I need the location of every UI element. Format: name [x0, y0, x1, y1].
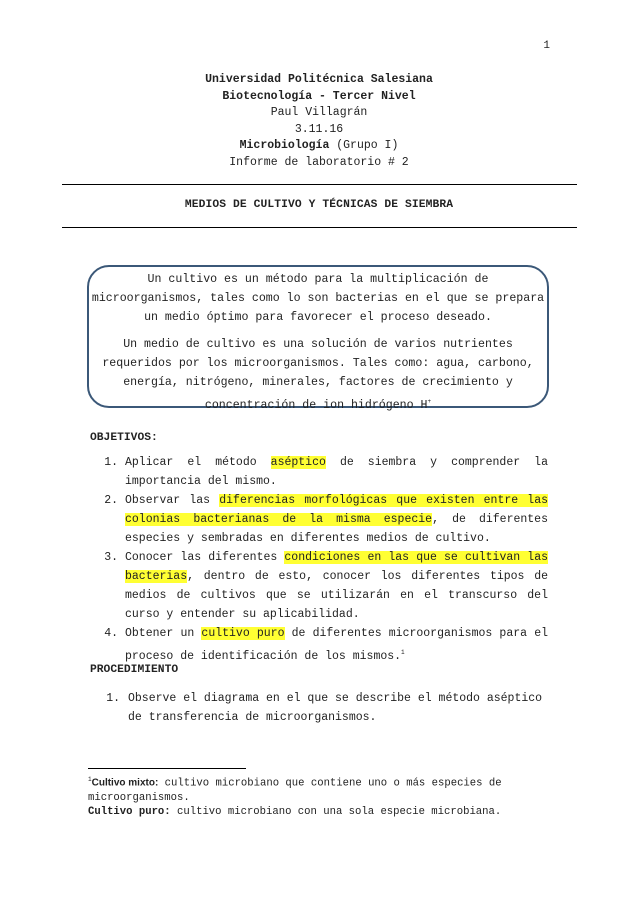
list-text: Observe el diagrama en el que se describe el método aséptico de transferencia de microorganismos. — [128, 692, 543, 724]
footnote-definition: cultivo microbiano con una sola especie microbiana. — [170, 805, 502, 818]
list-number: 1. — [104, 456, 118, 469]
list-number: 1. — [106, 692, 120, 705]
text-segment: Obtener un — [125, 627, 202, 640]
list-text — [125, 453, 548, 491]
list-text — [125, 491, 548, 548]
hydrogen-ion-superscript: + — [427, 398, 432, 405]
footnote-divider — [88, 768, 246, 769]
document-title: MEDIOS DE CULTIVO Y TÉCNICAS DE SIEMBRA — [184, 199, 454, 211]
footnote-2 — [88, 805, 558, 819]
text-segment: , dentro de esto, conocer los diferentes tipos de medios de cultivos que se utilizarán en el transcurso del curso y entender su aplicabilidad. — [125, 570, 548, 621]
author-name: Paul Villagrán — [270, 106, 368, 119]
text-segment: , de diferentes especies y sembradas en diferentes medios de cultivo. — [125, 513, 548, 545]
bottom-divider — [62, 227, 577, 228]
callout-paragraph-1: Un cultivo es un método para la multiplicación de microorganismos, tales como lo son bacterias en el que se prepara un medio óptimo para favorecer el proceso deseado. — [91, 273, 545, 324]
program-name: Biotecnología - Tercer Nivel — [222, 89, 416, 103]
document-header — [0, 72, 638, 171]
footnote-1 — [88, 773, 558, 805]
group-name: (Grupo I) — [336, 139, 399, 152]
list-item — [92, 491, 548, 548]
procedure-heading: PROCEDIMIENTO — [90, 664, 179, 676]
footnote-definition: cultivo microbiano que contiene uno o más especies de microorganismos. — [88, 777, 502, 804]
page-number: 1 — [543, 40, 550, 52]
subject-name: Microbiología — [239, 139, 330, 152]
callout-paragraph-2-text: Un medio de cultivo es una solución de varios nutrientes requeridos por los microorganismos. Tales como: agua, carbono, energía, nitrógeno, minerales, factores de crecimiento y concentración de ion hidrógeno H — [102, 338, 534, 412]
list-text — [125, 548, 548, 624]
definition-callout — [87, 265, 549, 412]
procedure-list — [96, 689, 548, 727]
callout-paragraph-2 — [89, 335, 547, 415]
subject-line — [0, 138, 638, 155]
list-number: 3. — [104, 551, 118, 564]
report-date: 3.11.16 — [294, 122, 344, 136]
objectives-heading: OBJETIVOS: — [90, 432, 158, 444]
text-segment: Conocer las diferentes — [125, 551, 285, 564]
footnote-term: Cultivo puro: — [88, 805, 171, 818]
footnotes — [88, 773, 558, 819]
footnote-marker: 1 — [88, 776, 92, 783]
objectives-list — [92, 453, 548, 666]
footnote-reference[interactable]: 1 — [401, 649, 405, 656]
top-divider — [62, 184, 577, 185]
list-item — [92, 624, 548, 666]
highlighted-text: cultivo puro — [201, 627, 285, 640]
list-text — [125, 624, 548, 666]
list-item — [92, 453, 548, 491]
highlighted-text: aséptico — [270, 456, 326, 469]
list-number: 4. — [104, 627, 118, 640]
text-segment: de siembra y comprender la importancia del mismo. — [125, 456, 548, 488]
list-item — [96, 689, 548, 727]
text-segment: Observar las — [125, 494, 220, 507]
highlighted-text: diferencias morfológicas que existen entre las colonias bacterianas de la misma especie — [125, 494, 549, 526]
list-item — [92, 548, 548, 624]
text-segment: de diferentes microorganismos para el proceso de identificación de los mismos. — [125, 627, 548, 663]
institution-name: Universidad Politécnica Salesiana — [205, 73, 433, 86]
footnote-term: Cultivo mixto: — [91, 777, 159, 789]
highlighted-text: condiciones en las que se cultivan las bacterias — [125, 551, 548, 583]
text-segment: Aplicar el método — [125, 456, 271, 469]
list-number: 2. — [104, 494, 118, 507]
report-number: Informe de laboratorio # 2 — [229, 155, 409, 169]
